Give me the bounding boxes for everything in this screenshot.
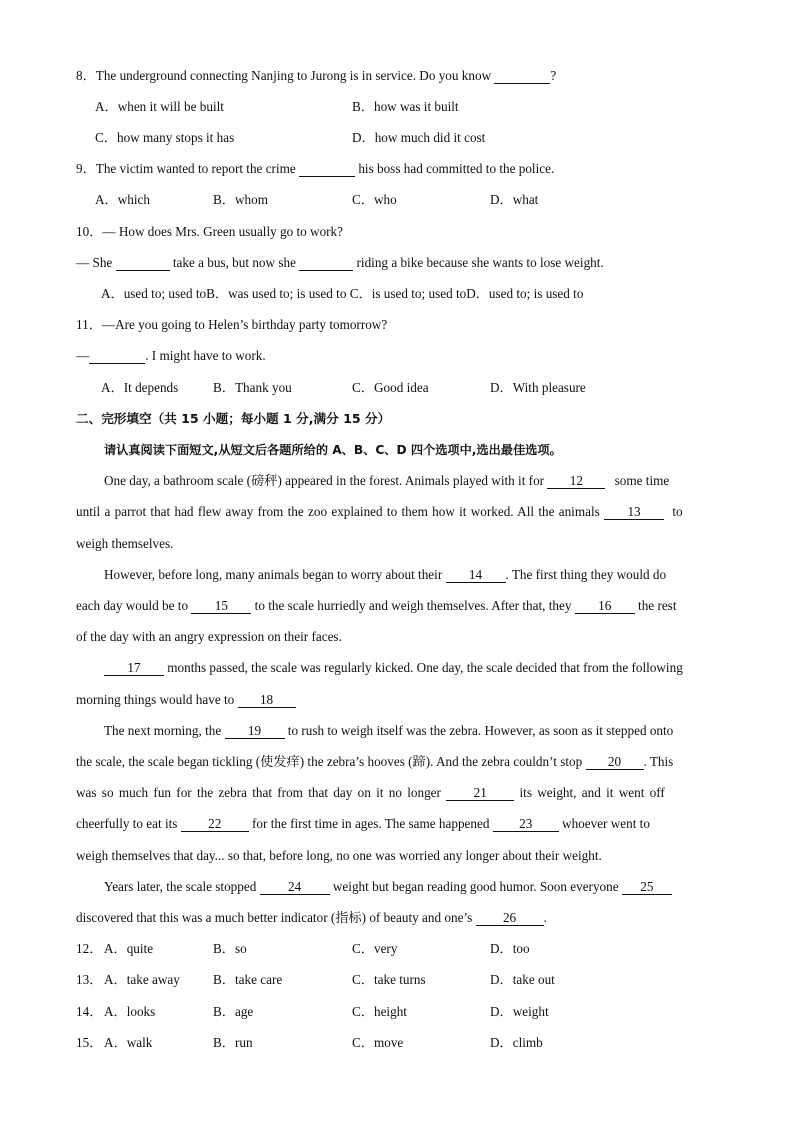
blank-22: 22 bbox=[181, 816, 249, 832]
q10-line2-a: — She bbox=[76, 255, 113, 270]
choice-14-a: A．looks bbox=[104, 1004, 156, 1019]
q10-blank-1 bbox=[116, 255, 170, 271]
passage-p4-line4 bbox=[76, 815, 650, 833]
p3-l2-a: morning things would have to bbox=[76, 692, 235, 707]
blank-26: 26 bbox=[476, 910, 544, 926]
q9-stem-a: 9．The victim wanted to report the crime bbox=[76, 161, 296, 176]
blank-19: 19 bbox=[225, 723, 285, 739]
passage-p4-line5: weigh themselves that day... so that, before long, no one was worried any longer about their weight. bbox=[76, 848, 602, 863]
section-2-heading: 二、完形填空（共 15 小题；每小题 1 分,满分 15 分） bbox=[76, 411, 391, 426]
p5-l2-b: . bbox=[543, 910, 547, 925]
q10-line2-c: riding a bike because she wants to lose weight. bbox=[356, 255, 604, 270]
blank-18: 18 bbox=[238, 692, 296, 708]
question-11-line1: 11．—Are you going to Helen’s birthday party tomorrow? bbox=[76, 317, 388, 332]
p4-l4-a: cheerfully to eat its bbox=[76, 816, 178, 831]
choice-14-c: C．height bbox=[352, 1004, 407, 1019]
q11-blank bbox=[89, 348, 145, 364]
q8-option-c: C．how many stops it has bbox=[95, 130, 235, 145]
passage-p4-line2 bbox=[76, 753, 673, 771]
blank-17: 17 bbox=[104, 660, 164, 676]
choice-13-number: 13． bbox=[76, 972, 103, 987]
p4-l4-c: whoever went to bbox=[562, 816, 650, 831]
choice-15-number: 15． bbox=[76, 1035, 103, 1050]
q10-blank-2 bbox=[299, 255, 353, 271]
choice-15-a: A．walk bbox=[104, 1035, 153, 1050]
p4-l3-b: its weight, and it went off bbox=[519, 785, 665, 800]
q8-stem-text: 8．The underground connecting Nanjing to Jurong is in service. Do you know bbox=[76, 68, 492, 83]
passage-p2-line1 bbox=[104, 566, 666, 584]
q8-option-b: B．how was it built bbox=[352, 99, 459, 114]
q11-line2-a: — bbox=[76, 348, 90, 363]
p5-l1-a: Years later, the scale stopped bbox=[104, 879, 257, 894]
p5-l1-b: weight but began reading good humor. Soon everyone bbox=[332, 879, 619, 894]
q11-option-d: D．With pleasure bbox=[490, 380, 586, 395]
q8-option-d: D．how much did it cost bbox=[352, 130, 486, 145]
p4-l1-b: to rush to weigh itself was the zebra. However, as soon as it stepped onto bbox=[287, 723, 674, 738]
passage-p5-line2 bbox=[76, 909, 547, 927]
choice-13-a: A．take away bbox=[104, 972, 180, 987]
blank-16: 16 bbox=[575, 598, 635, 614]
blank-20: 20 bbox=[586, 754, 644, 770]
p2-l2-b: to the scale hurriedly and weigh themselves. After that, they bbox=[254, 598, 572, 613]
passage-p1-line2 bbox=[76, 503, 683, 521]
choice-13-c: C．take turns bbox=[352, 972, 426, 987]
q11-line2-b: . I might have to work. bbox=[145, 348, 266, 363]
question-8-stem bbox=[76, 67, 556, 85]
passage-p2-line3: of the day with an angry expression on their faces. bbox=[76, 629, 342, 644]
q9-option-d: D．what bbox=[490, 192, 539, 207]
p4-l3-a: was so much fun for the zebra that from that day on it no longer bbox=[76, 785, 441, 800]
blank-13: 13 bbox=[604, 504, 664, 520]
question-9-stem bbox=[76, 160, 554, 178]
p2-l2-c: the rest bbox=[638, 598, 677, 613]
choice-12-d: D．too bbox=[490, 941, 530, 956]
choice-14-b: B．age bbox=[213, 1004, 254, 1019]
p4-l2-b: . This bbox=[643, 754, 674, 769]
q9-option-c: C．who bbox=[352, 192, 397, 207]
p4-l1-a: The next morning, the bbox=[104, 723, 222, 738]
choice-13-d: D．take out bbox=[490, 972, 555, 987]
passage-p4-line3 bbox=[76, 784, 665, 802]
p2-l1-a: However, before long, many animals began to worry about their bbox=[104, 567, 443, 582]
p1-l2-a: until a parrot that had flew away from the zoo explained to them how it worked. All the animals bbox=[76, 504, 600, 519]
q11-option-c: C．Good idea bbox=[352, 380, 429, 395]
choice-14-d: D．weight bbox=[490, 1004, 549, 1019]
q9-option-b: B．whom bbox=[213, 192, 268, 207]
choice-12-number: 12． bbox=[76, 941, 103, 956]
q8-end: ? bbox=[550, 68, 557, 83]
q10-line2-b: take a bus, but now she bbox=[172, 255, 296, 270]
p3-l1-b: months passed, the scale was regularly kicked. One day, the scale decided that from the following bbox=[167, 660, 683, 675]
p1-l1-b: some time bbox=[614, 473, 670, 488]
p1-l2-b: to bbox=[672, 504, 683, 519]
passage-p3-line2 bbox=[76, 691, 296, 709]
p2-l2-a: each day would be to bbox=[76, 598, 189, 613]
q9-option-a: A．which bbox=[95, 192, 150, 207]
p1-l1-a: One day, a bathroom scale (磅秤) appeared in the forest. Animals played with it for bbox=[104, 473, 545, 488]
blank-12: 12 bbox=[547, 473, 605, 489]
passage-p1-line3: weigh themselves. bbox=[76, 536, 174, 551]
blank-24: 24 bbox=[260, 879, 330, 895]
choice-13-b: B．take care bbox=[213, 972, 283, 987]
blank-25: 25 bbox=[622, 879, 672, 895]
q8-option-a: A．when it will be built bbox=[95, 99, 224, 114]
p4-l4-b: for the first time in ages. The same happened bbox=[252, 816, 490, 831]
blank-14: 14 bbox=[446, 567, 506, 583]
blank-15: 15 bbox=[191, 598, 251, 614]
p2-l1-b: . The first thing they would do bbox=[505, 567, 667, 582]
question-10-line1: 10．— How does Mrs. Green usually go to work? bbox=[76, 224, 344, 239]
section-2-instruction: 请认真阅读下面短文,从短文后各题所给的 A、B、C、D 四个选项中,选出最佳选项。 bbox=[104, 443, 562, 457]
q11-option-a: A．It depends bbox=[101, 380, 179, 395]
q10-options: A．used to; used toB．was used to; is used to C．is used to; used toD．used to; is used to bbox=[101, 286, 584, 301]
p5-l2-a: discovered that this was a much better indicator (指标) of beauty and one’s bbox=[76, 910, 473, 925]
passage-p4-line1 bbox=[104, 722, 673, 740]
choice-14-number: 14． bbox=[76, 1004, 103, 1019]
p4-l2-a: the scale, the scale began tickling (使发痒) the zebra’s hooves (蹄). And the zebra couldn’t stop bbox=[76, 754, 583, 769]
choice-15-d: D．climb bbox=[490, 1035, 543, 1050]
question-10-line2 bbox=[76, 254, 604, 272]
q8-blank bbox=[494, 68, 550, 84]
passage-p2-line2 bbox=[76, 597, 676, 615]
q9-blank bbox=[299, 161, 355, 177]
choice-12-c: C．very bbox=[352, 941, 398, 956]
passage-p5-line1 bbox=[104, 878, 672, 896]
choice-15-b: B．run bbox=[213, 1035, 253, 1050]
blank-21: 21 bbox=[446, 785, 514, 801]
choice-12-b: B．so bbox=[213, 941, 247, 956]
q9-stem-b: his boss had committed to the police. bbox=[358, 161, 555, 176]
blank-23: 23 bbox=[493, 816, 559, 832]
question-11-line2 bbox=[76, 347, 266, 365]
choice-15-c: C．move bbox=[352, 1035, 404, 1050]
passage-p3-line1 bbox=[104, 659, 683, 677]
passage-p1-line1 bbox=[104, 472, 669, 490]
choice-12-a: A．quite bbox=[104, 941, 154, 956]
q11-option-b: B．Thank you bbox=[213, 380, 292, 395]
